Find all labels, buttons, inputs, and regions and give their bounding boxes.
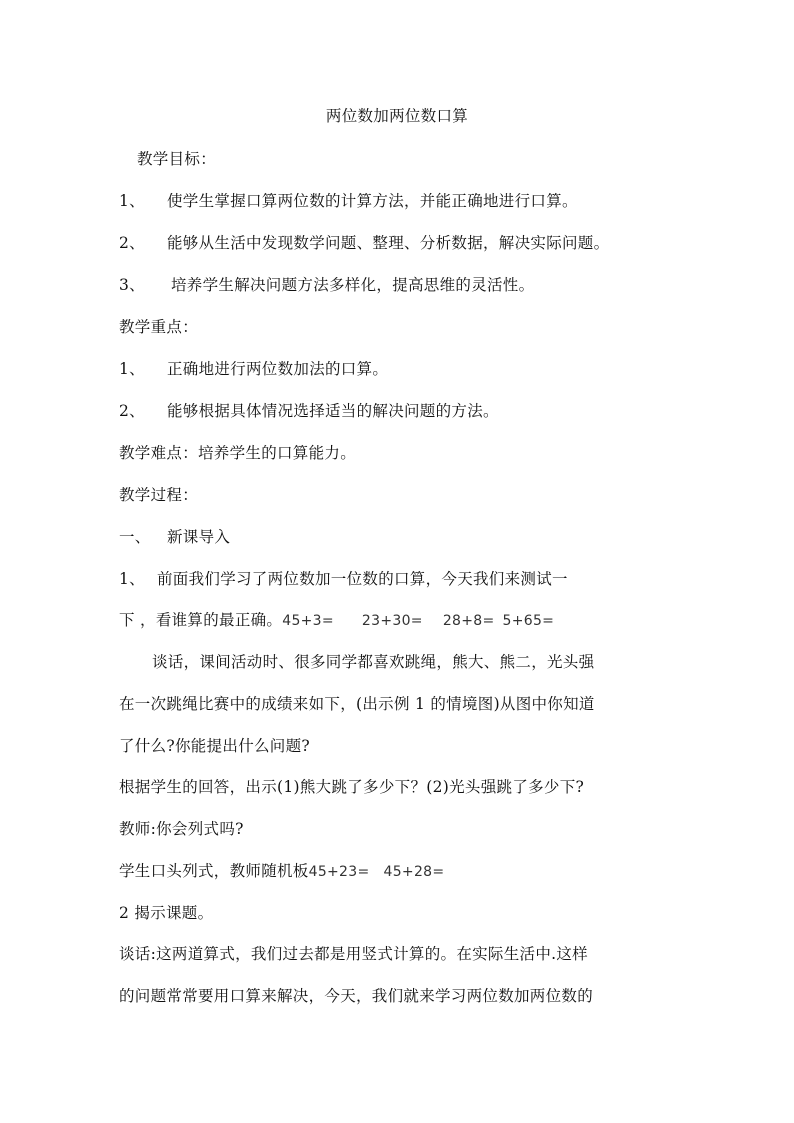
step-number: 1、 bbox=[119, 570, 145, 588]
difficulty-line: 教学难点：培养学生的口算能力。 bbox=[119, 444, 357, 462]
key-point-text: 能够根据具体情况选择适当的解决问题的方法。 bbox=[167, 402, 499, 420]
goal-text: 使学生掌握口算两位数的计算方法，并能正确地进行口算。 bbox=[167, 192, 578, 210]
exercise: 23+30= bbox=[361, 613, 423, 629]
goal-text: 能够从生活中发现数学问题、整理、分析数据，解决实际问题。 bbox=[167, 234, 610, 252]
key-point-item-1 bbox=[119, 359, 388, 379]
step-text: 下 ，看谁算的最正确。 bbox=[119, 611, 283, 629]
teacher-line: 教师:你会列式吗? bbox=[119, 820, 244, 838]
key-points-heading: 教学重点： bbox=[119, 318, 199, 336]
key-point-number: 2、 bbox=[119, 402, 145, 420]
key-point-text: 正确地进行两位数加法的口算。 bbox=[167, 360, 389, 378]
final-line-1: 谈话:这两道算式，我们过去都是用竖式计算的。在实际生活中.这样 bbox=[119, 945, 588, 963]
goal-number: 2、 bbox=[119, 234, 145, 252]
goal-item-2 bbox=[119, 233, 609, 253]
key-point-item-2 bbox=[119, 401, 499, 421]
goal-item-3 bbox=[119, 275, 534, 295]
step-1-line-1 bbox=[119, 569, 568, 589]
goal-number: 1、 bbox=[119, 192, 145, 210]
exercise: 5+65= bbox=[502, 613, 555, 629]
page-title: 两位数加两位数口算 bbox=[325, 107, 469, 125]
answer-line: 根据学生的回答，出示(1)熊大跳了多少下？(2)光头强跳了多少下? bbox=[119, 778, 585, 796]
section-title: 新课导入 bbox=[167, 528, 231, 546]
key-point-number: 1、 bbox=[119, 360, 145, 378]
talk-line-1: 谈话，课间活动时、很多同学都喜欢跳绳，熊大、熊二，光头强 bbox=[152, 653, 595, 671]
goals-heading: 教学目标： bbox=[137, 150, 217, 168]
talk-line-2: 在一次跳绳比赛中的成绩来如下，(出示例 1 的情境图)从图中你知道 bbox=[119, 695, 595, 713]
goal-item-1 bbox=[119, 191, 578, 211]
section-number: 一、 bbox=[119, 528, 151, 546]
exercise: 45+23= bbox=[308, 864, 370, 880]
final-line-2: 的问题常常要用口算来解决，今天，我们就来学习两位数加两位数的 bbox=[119, 987, 594, 1005]
step-2-line: 2 揭示课题。 bbox=[119, 904, 214, 922]
student-line bbox=[119, 861, 444, 882]
exercise: 45+28= bbox=[383, 864, 445, 880]
student-text: 学生口头列式，教师随机板 bbox=[119, 862, 309, 880]
talk-line-3: 了什么?你能提出什么问题? bbox=[119, 737, 311, 755]
exercise: 45+3= bbox=[282, 613, 334, 629]
step-1-line-2 bbox=[119, 610, 554, 631]
exercise: 28+8= bbox=[442, 613, 495, 629]
goal-text: 培养学生解决问题方法多样化，提高思维的灵活性。 bbox=[171, 276, 535, 294]
section-heading-1 bbox=[119, 527, 230, 547]
goal-number: 3、 bbox=[119, 276, 145, 294]
step-text: 前面我们学习了两位数加一位数的口算，今天我们来测试一 bbox=[157, 570, 568, 588]
process-heading: 教学过程： bbox=[119, 486, 199, 504]
